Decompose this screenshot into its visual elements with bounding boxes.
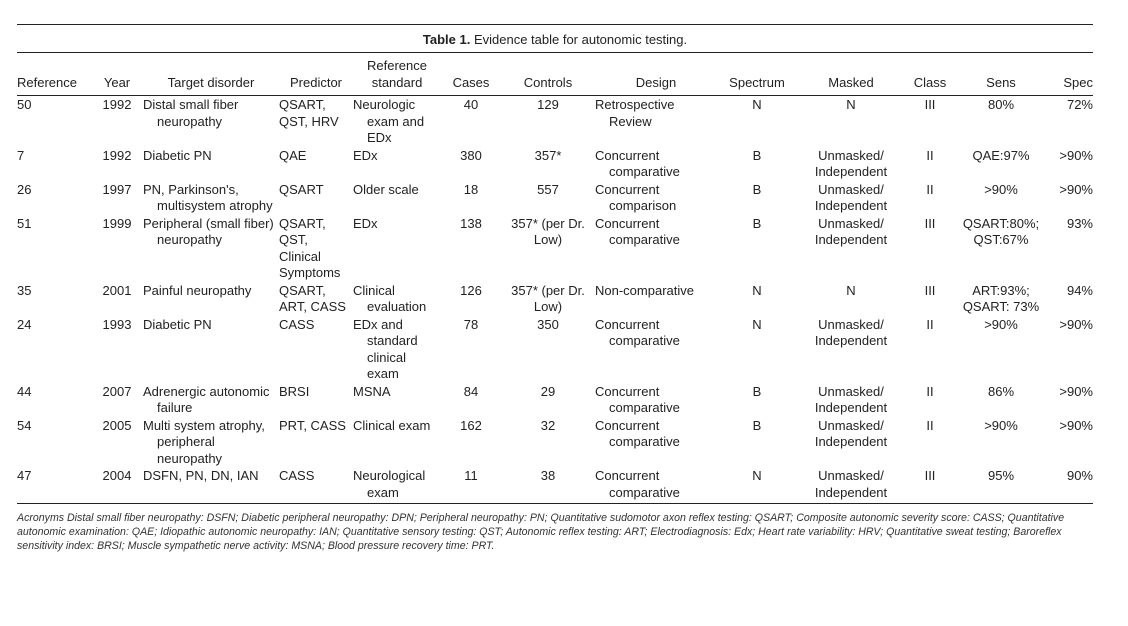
header-reference: Reference — [17, 75, 77, 90]
cell-controls: 129 — [537, 97, 559, 112]
table-row — [17, 215, 1093, 282]
header-controls: Controls — [523, 75, 573, 90]
table-header — [17, 53, 1093, 96]
cell-year: 1993 — [102, 316, 132, 332]
cell-spectrum: B — [752, 147, 762, 163]
cell-year: 1999 — [102, 215, 132, 231]
cell-masked: Unmasked/ Independent — [814, 147, 888, 179]
table-row — [17, 147, 1093, 181]
cell-ref: 54 — [17, 417, 32, 433]
header-spectrum: Spectrum — [729, 75, 785, 90]
cell-design: Concurrent comparative — [595, 215, 680, 247]
cell-spectrum: N — [752, 468, 762, 483]
cell-sens: QSART:80%; QST:67% — [962, 215, 1040, 247]
cell-spec: 93% — [1066, 215, 1093, 231]
cell-cases: 18 — [463, 181, 479, 197]
cell-class: II — [926, 181, 934, 197]
cell-design: Concurrent comparative — [595, 147, 680, 179]
cell-controls: 32 — [540, 417, 556, 433]
cell-sens: >90% — [984, 316, 1018, 332]
evidence-table — [17, 53, 1093, 501]
cell-standard: EDx — [353, 147, 378, 163]
cell-year: 2005 — [102, 417, 132, 433]
header-reference-standard: Reference standard — [367, 58, 427, 90]
cell-cases: 78 — [463, 316, 479, 332]
table-row — [17, 316, 1093, 383]
cell-standard: Neurological exam — [353, 468, 426, 500]
cell-target: PN, Parkinson's, multisystem atrophy — [143, 181, 273, 213]
cell-spectrum: N — [752, 316, 762, 332]
cell-masked: Unmasked/ Independent — [814, 215, 888, 247]
cell-class: II — [926, 383, 934, 399]
cell-class: III — [924, 468, 936, 483]
table-row — [17, 467, 1093, 501]
table-row — [17, 96, 1093, 147]
header-masked: Masked — [828, 75, 874, 90]
cell-controls: 357* — [534, 147, 562, 163]
cell-masked: Unmasked/ Independent — [814, 468, 888, 500]
cell-design: Concurrent comparison — [595, 181, 677, 213]
cell-spec: >90% — [1059, 147, 1093, 163]
cell-spectrum: B — [752, 181, 762, 197]
table-body — [17, 96, 1093, 502]
cell-target: Multi system atrophy, peripheral neuropathy — [143, 417, 265, 466]
cell-predictor: CASS — [279, 468, 315, 483]
cell-spectrum: B — [752, 215, 762, 231]
cell-cases: 84 — [463, 383, 479, 399]
cell-cases: 380 — [460, 147, 482, 163]
cell-sens: 95% — [987, 468, 1015, 483]
cell-spectrum: B — [752, 417, 762, 433]
cell-predictor: QSART, QST, Clinical Symptoms — [279, 215, 341, 280]
cell-standard: Clinical evaluation — [353, 282, 427, 314]
cell-sens: >90% — [984, 181, 1018, 197]
cell-spectrum: N — [752, 97, 762, 112]
cell-class: II — [926, 147, 934, 163]
cell-spectrum: N — [752, 282, 762, 298]
cell-predictor: BRSI — [279, 383, 310, 399]
cell-controls: 350 — [537, 316, 559, 332]
cell-target: Peripheral (small fiber) neuropathy — [143, 215, 274, 247]
cell-masked: N — [846, 282, 856, 298]
cell-masked: Unmasked/ Independent — [814, 383, 888, 415]
cell-controls: 357* (per Dr. Low) — [511, 215, 585, 247]
cell-cases: 126 — [460, 282, 482, 298]
cell-cases: 138 — [460, 215, 482, 231]
header-predictor: Predictor — [289, 75, 343, 90]
header-cases: Cases — [452, 75, 490, 90]
header-year: Year — [103, 75, 131, 90]
cell-target: Adrenergic autonomic failure — [143, 383, 270, 415]
cell-design: Concurrent comparative — [595, 417, 680, 449]
caption-text: Evidence table for autonomic testing. — [470, 32, 688, 47]
cell-spec: >90% — [1059, 383, 1093, 399]
table-row — [17, 282, 1093, 316]
header-sens: Sens — [986, 75, 1016, 90]
evidence-table-figure — [17, 24, 1093, 553]
cell-controls: 38 — [540, 468, 556, 483]
cell-ref: 7 — [17, 147, 25, 163]
cell-year: 1992 — [102, 147, 132, 163]
table-row — [17, 383, 1093, 417]
cell-class: III — [924, 282, 936, 298]
cell-masked: Unmasked/ Independent — [814, 316, 888, 348]
cell-standard: Clinical exam — [353, 417, 431, 433]
cell-target: Painful neuropathy — [143, 282, 252, 298]
cell-year: 2004 — [102, 468, 132, 483]
cell-masked: N — [846, 97, 856, 112]
caption-label: Table 1. — [422, 32, 471, 47]
cell-predictor: QAE — [279, 147, 307, 163]
cell-standard: MSNA — [353, 383, 391, 399]
cell-target: Diabetic PN — [143, 316, 212, 332]
cell-sens: 80% — [987, 97, 1015, 112]
cell-year: 2001 — [102, 282, 132, 298]
cell-design: Retrospective Review — [595, 97, 675, 129]
table-footnote: Acronyms Distal small fiber neuropathy: DSFN; Diabetic peripheral neuropathy: DPN; Peripheral neuropathy: PN; Quantitative sudomotor axon reflex testing: QSART; Composite autonomic severity score: CASS; Quantitative autonomic examination: QAE; Idiopathic autonomic neuropathy: IAN; Quantitative sensory testing: QST; Autonomic reflex testing: ART; Electrodiagnosis: Edx; Heart rate variability: HRV; Quantitative sweat testing; Baroreflex sensitivity index: BRSI; Muscle sympathetic nerve activity: MSNA; Blood pressure recovery time: PRT. — [17, 503, 1093, 553]
cell-cases: 162 — [460, 417, 482, 433]
cell-standard: EDx and standard clinical exam — [353, 316, 418, 381]
cell-controls: 557 — [537, 181, 559, 197]
cell-ref: 47 — [17, 468, 32, 483]
cell-design: Concurrent comparative — [595, 383, 680, 415]
cell-year: 2007 — [102, 383, 132, 399]
cell-predictor: QSART — [279, 181, 324, 197]
cell-target: Distal small fiber neuropathy — [143, 97, 239, 129]
cell-predictor: CASS — [279, 316, 315, 332]
cell-spec: 72% — [1066, 97, 1093, 112]
table-caption — [17, 25, 1093, 52]
table-row — [17, 181, 1093, 215]
header-spec: Spec — [1063, 75, 1093, 90]
header-row — [17, 53, 1093, 96]
cell-standard: Neurologic exam and EDx — [353, 97, 425, 145]
cell-ref: 50 — [17, 97, 32, 112]
cell-spectrum: B — [752, 383, 762, 399]
table-row — [17, 417, 1093, 468]
cell-sens: 86% — [987, 383, 1015, 399]
cell-spec: >90% — [1059, 417, 1093, 433]
cell-design: Non-comparative — [595, 282, 694, 298]
cell-spec: >90% — [1059, 316, 1093, 332]
cell-class: II — [926, 417, 934, 433]
cell-year: 1992 — [102, 97, 132, 112]
cell-sens: >90% — [984, 417, 1018, 433]
cell-spec: 94% — [1066, 282, 1093, 298]
cell-masked: Unmasked/ Independent — [814, 417, 888, 449]
cell-class: III — [924, 215, 936, 231]
cell-cases: 11 — [464, 468, 478, 483]
cell-controls: 29 — [540, 383, 556, 399]
cell-sens: ART:93%; QSART: 73% — [962, 282, 1040, 314]
cell-ref: 44 — [17, 383, 32, 399]
cell-ref: 24 — [17, 316, 32, 332]
cell-predictor: QSART, ART, CASS — [279, 282, 346, 314]
cell-ref: 26 — [17, 181, 32, 197]
cell-spec: 90% — [1066, 468, 1093, 483]
cell-controls: 357* (per Dr. Low) — [511, 282, 585, 314]
cell-class: II — [926, 316, 934, 332]
cell-design: Concurrent comparative — [595, 468, 680, 500]
cell-target: Diabetic PN — [143, 147, 212, 163]
cell-standard: EDx — [353, 215, 378, 231]
cell-ref: 35 — [17, 282, 32, 298]
cell-standard: Older scale — [353, 181, 419, 197]
cell-cases: 40 — [463, 97, 479, 112]
header-target-disorder: Target disorder — [167, 75, 255, 90]
cell-sens: QAE:97% — [972, 147, 1030, 163]
cell-spec: >90% — [1059, 181, 1093, 197]
cell-masked: Unmasked/ Independent — [814, 181, 888, 213]
header-class: Class — [913, 75, 947, 90]
cell-design: Concurrent comparative — [595, 316, 680, 348]
cell-predictor: QSART, QST, HRV — [279, 97, 339, 129]
header-design: Design — [635, 75, 677, 90]
cell-year: 1997 — [102, 181, 132, 197]
cell-target: DSFN, PN, DN, IAN — [143, 468, 259, 483]
cell-ref: 51 — [17, 215, 32, 231]
cell-predictor: PRT, CASS — [279, 417, 346, 433]
cell-class: III — [924, 97, 936, 112]
